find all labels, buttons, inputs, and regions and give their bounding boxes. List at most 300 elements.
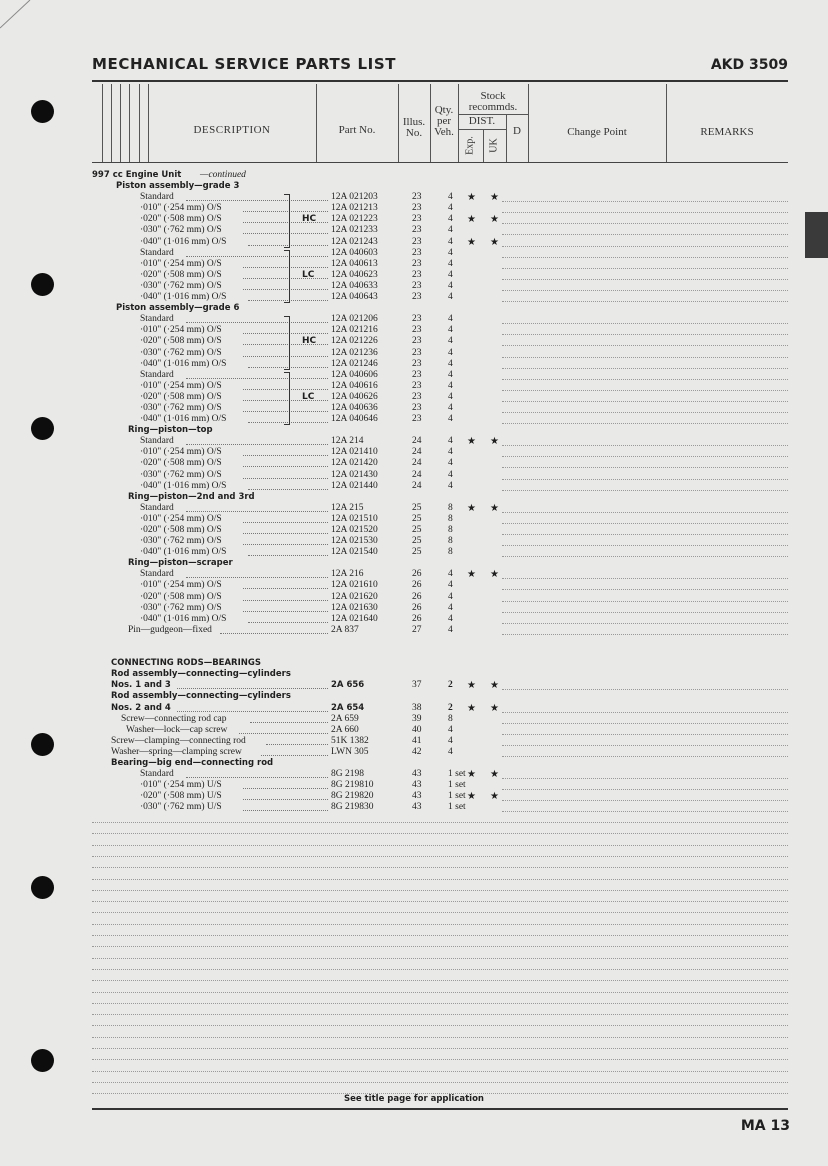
part-number: 12A 021440	[331, 480, 378, 491]
leader-dots	[502, 456, 788, 457]
leader-dots	[248, 622, 328, 623]
quantity: 4	[448, 414, 453, 425]
part-description: ·030" (·762 mm) O/S	[140, 602, 222, 613]
col-change-point: Change Point	[567, 126, 627, 138]
part-description: Nos. 1 and 3	[111, 680, 171, 691]
part-description: Standard	[140, 436, 174, 447]
quantity: 4	[448, 724, 453, 735]
leader-dots	[186, 200, 328, 201]
table-row	[92, 780, 788, 791]
leader-dots	[502, 212, 788, 213]
compression-group: LC	[302, 269, 315, 280]
part-description: Standard	[140, 569, 174, 580]
illustration-number: 23	[412, 347, 422, 358]
part-number: 12A 040643	[331, 292, 378, 303]
part-description: Standard	[140, 502, 174, 513]
leader-dots	[502, 789, 788, 790]
col-stock: Stock recommds.	[468, 90, 518, 113]
leader-dots	[243, 522, 328, 523]
leader-dots	[502, 390, 788, 391]
blank-entry-line	[92, 1025, 788, 1026]
part-number: 12A 021420	[331, 458, 378, 469]
quantity: 4	[448, 391, 453, 402]
part-description: Piston assembly—grade 3	[116, 181, 240, 192]
quantity: 4	[448, 247, 453, 258]
table-row	[92, 348, 788, 359]
quantity: 2	[448, 702, 453, 713]
quantity: 4	[448, 258, 453, 269]
part-description: ·020" (·508 mm) U/S	[140, 791, 222, 802]
group-bracket	[284, 372, 290, 426]
part-number: 12A 021216	[331, 325, 378, 336]
part-number: 8G 219810	[331, 780, 374, 791]
table-row	[92, 536, 788, 547]
table-row	[92, 514, 788, 525]
leader-dots	[243, 533, 328, 534]
part-number: 2A 654	[331, 702, 365, 713]
stock-exp-star-icon: ★	[467, 769, 476, 781]
stock-exp-star-icon: ★	[467, 791, 476, 803]
illustration-number: 42	[412, 746, 422, 757]
compression-group: HC	[302, 214, 317, 225]
quantity: 1 set	[448, 791, 466, 802]
description-suffix: —continued	[200, 170, 246, 180]
leader-dots	[502, 246, 788, 247]
part-number: LWN 305	[331, 746, 369, 757]
leader-dots	[248, 489, 328, 490]
table-row	[92, 603, 788, 614]
table-row	[92, 647, 788, 658]
quantity: 4	[448, 613, 453, 624]
table-row	[92, 214, 788, 225]
illustration-number: 25	[412, 547, 422, 558]
part-description: ·040" (1·016 mm) O/S	[140, 480, 227, 491]
quantity: 4	[448, 458, 453, 469]
part-description: ·020" (·508 mm) O/S	[140, 525, 222, 535]
blank-entry-line	[92, 1071, 788, 1072]
group-bracket	[284, 250, 290, 304]
blank-entry-line	[92, 833, 788, 834]
quantity: 4	[448, 236, 453, 247]
leader-dots	[502, 623, 788, 624]
leader-dots	[502, 467, 788, 468]
part-number: 12A 021223	[331, 214, 378, 225]
part-number: 12A 021206	[331, 314, 378, 325]
illustration-number: 23	[412, 402, 422, 413]
leader-dots	[502, 368, 788, 369]
leader-dots	[243, 466, 328, 467]
part-number: 12A 021236	[331, 347, 378, 358]
table-row	[92, 325, 788, 336]
part-description: Screw—clamping—connecting rod	[111, 735, 246, 746]
part-description: Rod assembly—connecting—cylinders	[111, 691, 291, 702]
leader-dots	[502, 223, 788, 224]
illustration-number: 26	[412, 580, 422, 591]
part-description: Standard	[140, 769, 174, 780]
part-number: 12A 021410	[331, 447, 378, 458]
illustration-number: 23	[412, 280, 422, 291]
leader-dots	[243, 611, 328, 612]
part-number: 8G 219830	[331, 802, 374, 813]
leader-dots	[177, 711, 328, 712]
leader-dots	[250, 722, 328, 723]
illustration-number: 23	[412, 336, 422, 347]
table-row	[92, 669, 788, 680]
blank-entry-line	[92, 901, 788, 902]
illustration-number: 23	[412, 380, 422, 391]
illustration-number: 37	[412, 680, 422, 691]
quantity: 8	[448, 536, 453, 547]
page-corner-fold-icon	[0, 0, 40, 30]
stock-uk-star-icon: ★	[490, 192, 499, 204]
blank-entry-line	[92, 1059, 788, 1060]
illustration-number: 41	[412, 735, 422, 746]
compression-group: HC	[302, 336, 317, 347]
blank-entry-line	[92, 1082, 788, 1083]
quantity: 1 set	[448, 769, 466, 780]
blank-entry-line	[92, 1048, 788, 1049]
part-description: ·040" (1·016 mm) O/S	[140, 613, 227, 624]
leader-dots	[248, 555, 328, 556]
illustration-number: 43	[412, 802, 422, 813]
illustration-number: 23	[412, 314, 422, 325]
leader-dots	[502, 778, 788, 779]
table-row	[92, 658, 788, 669]
leader-dots	[502, 357, 788, 358]
table-row	[92, 769, 788, 780]
illustration-number: 25	[412, 536, 422, 547]
table-row	[92, 425, 788, 436]
table-row	[92, 569, 788, 580]
quantity: 4	[448, 480, 453, 491]
part-number: 8G 219820	[331, 791, 374, 802]
leader-dots	[177, 688, 328, 689]
leader-dots	[502, 556, 788, 557]
col-qty: Qty. per Veh.	[434, 104, 454, 138]
stock-uk-star-icon: ★	[490, 769, 499, 781]
table-row	[92, 747, 788, 758]
part-description: Bearing—big end—connecting rod	[111, 757, 274, 768]
leader-dots	[502, 479, 788, 480]
quantity: 1 set	[448, 780, 466, 791]
table-row	[92, 170, 788, 181]
quantity: 4	[448, 292, 453, 303]
part-number: 12A 021540	[331, 547, 378, 558]
quantity: 4	[448, 402, 453, 413]
table-row	[92, 381, 788, 392]
part-number: 12A 040636	[331, 402, 378, 413]
quantity: 2	[448, 680, 453, 691]
quantity: 4	[448, 436, 453, 447]
blank-entry-line	[92, 992, 788, 993]
leader-dots	[186, 378, 328, 379]
part-number: 12A 040603	[331, 247, 378, 258]
leader-dots	[502, 334, 788, 335]
parts-list	[92, 170, 788, 813]
leader-dots	[243, 600, 328, 601]
blank-entry-line	[92, 924, 788, 925]
illustration-number: 24	[412, 458, 422, 469]
quantity: 4	[448, 591, 453, 602]
table-row	[92, 447, 788, 458]
table-row	[92, 636, 788, 647]
part-description: ·020" (·508 mm) O/S	[140, 269, 222, 280]
stock-exp-star-icon: ★	[467, 702, 476, 714]
stock-exp-star-icon: ★	[467, 236, 476, 248]
table-row	[92, 203, 788, 214]
part-number: 12A 021620	[331, 591, 378, 602]
stock-exp-star-icon: ★	[467, 569, 476, 581]
leader-dots	[502, 201, 788, 202]
part-number: 2A 656	[331, 680, 365, 691]
part-number: 12A 021640	[331, 613, 378, 624]
part-description: ·030" (·762 mm) O/S	[140, 225, 222, 236]
table-row	[92, 225, 788, 236]
quantity: 4	[448, 192, 453, 203]
stock-uk-star-icon: ★	[490, 236, 499, 248]
table-row	[92, 691, 788, 702]
leader-dots	[243, 810, 328, 811]
table-row	[92, 481, 788, 492]
table-row	[92, 703, 788, 714]
part-number: 12A 040613	[331, 258, 378, 269]
part-number: 12A 021630	[331, 602, 378, 613]
part-description: ·010" (·254 mm) O/S	[140, 325, 222, 336]
table-row	[92, 303, 788, 314]
leader-dots	[502, 534, 788, 535]
part-number: 2A 659	[331, 713, 359, 724]
binder-hole	[31, 100, 54, 123]
part-number: 12A 040623	[331, 269, 378, 280]
leader-dots	[186, 511, 328, 512]
col-uk: UK	[488, 138, 500, 153]
table-row	[92, 314, 788, 325]
illustration-number: 40	[412, 724, 422, 735]
quantity: 4	[448, 358, 453, 369]
quantity: 4	[448, 746, 453, 757]
table-row	[92, 625, 788, 636]
group-bracket	[284, 194, 290, 248]
illustration-number: 24	[412, 447, 422, 458]
illustration-number: 23	[412, 369, 422, 380]
stock-uk-star-icon: ★	[490, 702, 499, 714]
quantity: 4	[448, 369, 453, 380]
footnote: See title page for application	[344, 1094, 484, 1104]
stock-exp-star-icon: ★	[467, 214, 476, 226]
part-description: ·020" (·508 mm) O/S	[140, 391, 222, 402]
leader-dots	[186, 777, 328, 778]
table-row	[92, 503, 788, 514]
table-row	[92, 181, 788, 192]
leader-dots	[502, 279, 788, 280]
table-row	[92, 614, 788, 625]
leader-dots	[186, 444, 328, 445]
quantity: 4	[448, 314, 453, 325]
part-number: 12A 021246	[331, 358, 378, 369]
stock-uk-star-icon: ★	[490, 791, 499, 803]
blank-entry-line	[92, 1037, 788, 1038]
leader-dots	[502, 811, 788, 812]
leader-dots	[266, 744, 328, 745]
part-description: ·040" (1·016 mm) O/S	[140, 292, 227, 303]
section-tab	[805, 212, 828, 258]
leader-dots	[186, 256, 328, 257]
table-row	[92, 470, 788, 481]
blank-entry-line	[92, 1093, 788, 1094]
part-description: ·030" (·762 mm) O/S	[140, 402, 222, 413]
table-row	[92, 370, 788, 381]
stock-uk-star-icon: ★	[490, 569, 499, 581]
part-number: 12A 040606	[331, 369, 378, 380]
binder-hole	[31, 876, 54, 899]
leader-dots	[502, 445, 788, 446]
illustration-number: 23	[412, 247, 422, 258]
binder-hole	[31, 733, 54, 756]
illustration-number: 43	[412, 780, 422, 791]
leader-dots	[502, 512, 788, 513]
part-number: 12A 021530	[331, 536, 378, 547]
quantity: 8	[448, 513, 453, 524]
stock-uk-star-icon: ★	[490, 214, 499, 226]
leader-dots	[243, 799, 328, 800]
part-number: 12A 021610	[331, 580, 378, 591]
part-description: ·040" (1·016 mm) O/S	[140, 358, 227, 369]
quantity: 8	[448, 547, 453, 558]
part-description: ·010" (·254 mm) O/S	[140, 580, 222, 591]
leader-dots	[502, 712, 788, 713]
part-number: 12A 021520	[331, 525, 378, 535]
part-description: Standard	[140, 369, 174, 380]
table-row	[92, 192, 788, 203]
part-description: ·040" (1·016 mm) O/S	[140, 414, 227, 425]
quantity: 4	[448, 203, 453, 214]
quantity: 4	[448, 280, 453, 291]
quantity: 4	[448, 447, 453, 458]
compression-group: LC	[302, 391, 315, 402]
illustration-number: 25	[412, 513, 422, 524]
illustration-number: 26	[412, 591, 422, 602]
document-code: AKD 3509	[710, 57, 788, 73]
illustration-number: 23	[412, 214, 422, 225]
illustration-number: 23	[412, 325, 422, 336]
part-number: 51K 1382	[331, 735, 369, 746]
part-description: ·030" (·762 mm) U/S	[140, 802, 222, 813]
illustration-number: 23	[412, 292, 422, 303]
leader-dots	[502, 578, 788, 579]
stock-exp-star-icon: ★	[467, 502, 476, 514]
leader-dots	[243, 478, 328, 479]
leader-dots	[239, 733, 328, 734]
quantity: 4	[448, 269, 453, 280]
illustration-number: 24	[412, 480, 422, 491]
quantity: 4	[448, 214, 453, 225]
part-description: ·020" (·508 mm) O/S	[140, 458, 222, 469]
page-title: MECHANICAL SERVICE PARTS LIST	[92, 55, 397, 73]
leader-dots	[502, 345, 788, 346]
part-number: 12A 021430	[331, 469, 378, 480]
blank-entry-line	[92, 1003, 788, 1004]
quantity: 4	[448, 735, 453, 746]
part-number: 12A 021213	[331, 203, 378, 214]
table-row	[92, 802, 788, 813]
part-number: 12A 040646	[331, 414, 378, 425]
quantity: 8	[448, 713, 453, 724]
blank-entry-line	[92, 1014, 788, 1015]
leader-dots	[502, 634, 788, 635]
part-description: Ring—piston—scraper	[128, 558, 233, 569]
part-number: 12A 040626	[331, 391, 378, 402]
leader-dots	[502, 800, 788, 801]
table-row	[92, 547, 788, 558]
leader-dots	[502, 723, 788, 724]
part-number: 12A 021233	[331, 225, 378, 236]
quantity: 4	[448, 325, 453, 336]
part-number: 12A 216	[331, 569, 364, 580]
illustration-number: 23	[412, 192, 422, 203]
leader-dots	[243, 544, 328, 545]
illustration-number: 23	[412, 391, 422, 402]
illustration-number: 24	[412, 436, 422, 447]
quantity: 8	[448, 525, 453, 535]
table-row	[92, 758, 788, 769]
part-description: ·010" (·254 mm) O/S	[140, 258, 222, 269]
illustration-number: 24	[412, 469, 422, 480]
part-description: Washer—lock—cap screw	[126, 724, 228, 735]
illustration-number: 23	[412, 269, 422, 280]
illustration-number: 23	[412, 358, 422, 369]
illustration-number: 25	[412, 525, 422, 535]
quantity: 4	[448, 624, 453, 635]
col-part-no: Part No.	[338, 124, 376, 136]
leader-dots	[502, 545, 788, 546]
illustration-number: 38	[412, 702, 422, 713]
binder-hole	[31, 417, 54, 440]
group-bracket	[284, 316, 290, 370]
leader-dots	[186, 322, 328, 323]
leader-dots	[243, 788, 328, 789]
blank-entry-line	[92, 912, 788, 913]
binder-hole	[31, 273, 54, 296]
column-header	[92, 84, 788, 163]
illustration-number: 25	[412, 502, 422, 513]
table-row	[92, 392, 788, 403]
stock-uk-star-icon: ★	[490, 502, 499, 514]
part-description: Piston assembly—grade 6	[116, 303, 240, 314]
col-remarks: REMARKS	[700, 126, 754, 138]
part-description: Pin—gudgeon—fixed	[128, 624, 212, 635]
table-row	[92, 414, 788, 425]
blank-entry-line	[92, 856, 788, 857]
illustration-number: 23	[412, 203, 422, 214]
blank-entry-line	[92, 980, 788, 981]
part-description: ·010" (·254 mm) O/S	[140, 447, 222, 458]
table-row	[92, 791, 788, 802]
leader-dots	[502, 734, 788, 735]
col-dist: DIST.	[468, 115, 496, 127]
leader-dots	[502, 689, 788, 690]
leader-dots	[502, 745, 788, 746]
illustration-number: 26	[412, 602, 422, 613]
quantity: 4	[448, 580, 453, 591]
part-description: Rod assembly—connecting—cylinders	[111, 669, 291, 680]
part-number: 12A 021203	[331, 192, 378, 203]
part-description: CONNECTING RODS—BEARINGS	[111, 658, 261, 669]
leader-dots	[502, 523, 788, 524]
table-row	[92, 492, 788, 503]
quantity: 4	[448, 602, 453, 613]
illustration-number: 43	[412, 769, 422, 780]
table-row	[92, 714, 788, 725]
